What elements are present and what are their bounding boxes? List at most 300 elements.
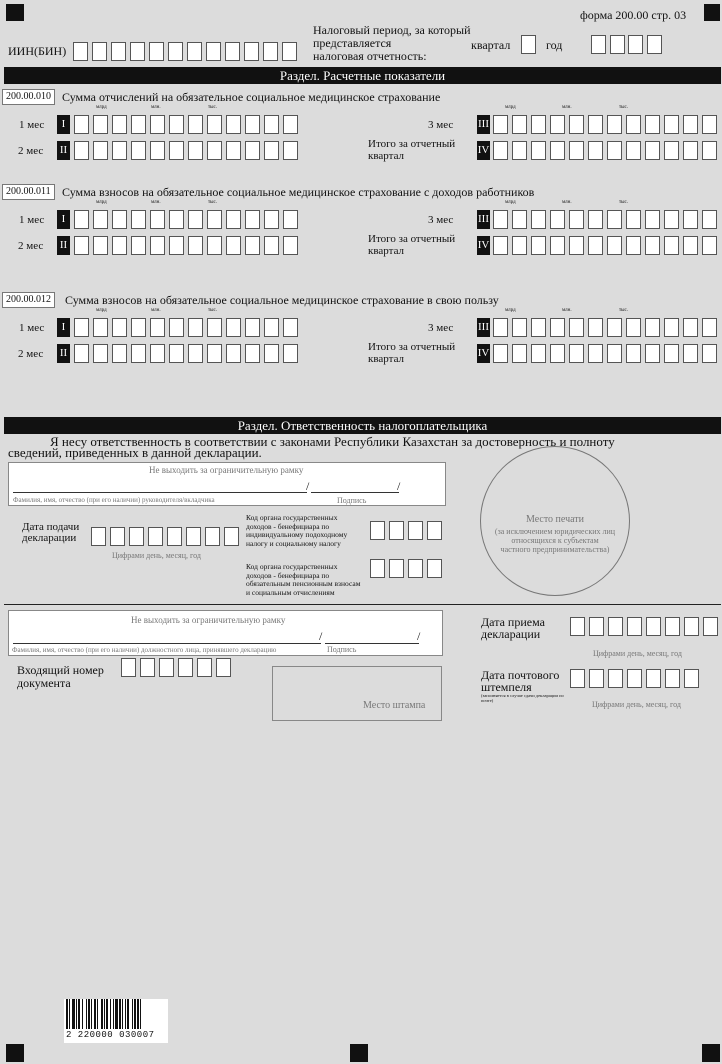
incoming-label: Входящий номер	[17, 663, 104, 677]
no-exceed-label-2: Не выходить за ограничительную рамку	[131, 615, 286, 625]
month-3-cell[interactable]	[645, 318, 660, 337]
fio-head-label: Фамилия, имя, отчество (при его наличии) руководителя/вкладчика	[13, 496, 215, 504]
postmark-date-cell[interactable]	[627, 669, 642, 688]
month-2-cell[interactable]	[150, 236, 165, 255]
roman-i: I	[57, 115, 70, 134]
month-3-cell[interactable]	[702, 318, 717, 337]
line-code: 200.00.011	[2, 184, 55, 200]
signature-label: Подпись	[337, 496, 367, 505]
stamp-place	[272, 666, 442, 721]
month-3-cell[interactable]	[588, 115, 603, 134]
org-code-1-cell[interactable]	[427, 521, 442, 540]
month-2-cell[interactable]	[245, 236, 260, 255]
total-cell[interactable]	[588, 141, 603, 160]
submit-date-cell[interactable]	[167, 527, 182, 546]
month-1-cell[interactable]	[150, 210, 165, 229]
org-code-2-cell[interactable]	[427, 559, 442, 578]
month-1-cell[interactable]	[188, 318, 203, 337]
month-2-cell[interactable]	[112, 344, 127, 363]
month-2-cell[interactable]	[188, 344, 203, 363]
tax-period-label: Налоговый период, за который	[313, 23, 471, 37]
total-cell[interactable]	[664, 236, 679, 255]
barcode-bars	[64, 999, 168, 1031]
iin-cell[interactable]	[282, 42, 297, 61]
digits-hint: Цифрами день, месяц, год	[112, 551, 201, 560]
month-1-label: 1 мес	[19, 322, 45, 334]
total-cell[interactable]	[626, 344, 641, 363]
accept-date-cell[interactable]	[684, 617, 699, 636]
year-cell[interactable]	[610, 35, 625, 54]
roman-iii: III	[477, 115, 490, 134]
unit-label-mln: млн.	[151, 308, 161, 313]
total-label-2: квартал	[368, 353, 405, 365]
barcode-bar	[88, 999, 90, 1029]
year-cell[interactable]	[628, 35, 643, 54]
month-2-cell[interactable]	[131, 141, 146, 160]
month-3-cell[interactable]	[664, 210, 679, 229]
roman-iv: IV	[477, 141, 490, 160]
total-cell[interactable]	[626, 236, 641, 255]
total-cell[interactable]	[702, 236, 717, 255]
month-2-cell[interactable]	[112, 236, 127, 255]
seal-note-3: частного предпринимательства)	[500, 545, 610, 554]
month-3-cell[interactable]	[702, 210, 717, 229]
month-1-cell[interactable]	[93, 318, 108, 337]
month-2-cell[interactable]	[188, 236, 203, 255]
month-1-cell[interactable]	[226, 210, 241, 229]
month-2-cell[interactable]	[207, 236, 222, 255]
accept-date-cell[interactable]	[646, 617, 661, 636]
total-cell[interactable]	[607, 141, 622, 160]
accept-date-cell[interactable]	[665, 617, 680, 636]
barcode-bar	[104, 999, 105, 1029]
roman-i: I	[57, 318, 70, 337]
postmark-date-cell[interactable]	[589, 669, 604, 688]
month-1-cell[interactable]	[207, 115, 222, 134]
month-2-cell[interactable]	[93, 141, 108, 160]
month-1-cell[interactable]	[131, 318, 146, 337]
barcode-bar	[137, 999, 139, 1029]
line-code: 200.00.012	[2, 292, 55, 308]
total-cell[interactable]	[664, 141, 679, 160]
total-cell[interactable]	[645, 141, 660, 160]
total-cell[interactable]	[683, 236, 698, 255]
month-2-cell[interactable]	[283, 141, 298, 160]
month-1-label: 1 мес	[19, 214, 45, 226]
total-cell[interactable]	[550, 141, 565, 160]
month-2-cell[interactable]	[169, 141, 184, 160]
month-3-cell[interactable]	[550, 210, 565, 229]
month-2-cell[interactable]	[188, 141, 203, 160]
month-1-label: 1 мес	[19, 119, 45, 131]
month-1-cell[interactable]	[169, 115, 184, 134]
month-3-cell[interactable]	[683, 210, 698, 229]
month-2-cell[interactable]	[207, 141, 222, 160]
org-code-1-cell[interactable]	[370, 521, 385, 540]
seal-note-1: (за исключением юридических лиц	[494, 527, 616, 536]
roman-iii: III	[477, 318, 490, 337]
iin-label: ИИН(БИН)	[8, 44, 67, 58]
barcode-bar	[91, 999, 92, 1029]
month-2-cell[interactable]	[283, 236, 298, 255]
official-signature-line	[325, 643, 419, 644]
total-cell[interactable]	[550, 236, 565, 255]
iin-cell[interactable]	[244, 42, 259, 61]
month-1-cell[interactable]	[264, 115, 279, 134]
postmark-date-cell[interactable]	[570, 669, 585, 688]
month-3-cell[interactable]	[569, 318, 584, 337]
roman-ii: II	[57, 236, 70, 255]
month-3-cell[interactable]	[664, 318, 679, 337]
month-3-cell[interactable]	[531, 318, 546, 337]
month-3-cell[interactable]	[645, 115, 660, 134]
unit-label-mlrd: млрд	[505, 308, 516, 313]
barcode-bar	[140, 999, 141, 1029]
line-code: 200.00.010	[2, 89, 55, 105]
month-2-cell[interactable]	[74, 141, 89, 160]
month-2-cell[interactable]	[226, 236, 241, 255]
head-signature-frame[interactable]	[8, 462, 446, 506]
month-3-cell[interactable]	[493, 318, 508, 337]
month-3-cell[interactable]	[512, 115, 527, 134]
month-1-cell[interactable]	[264, 210, 279, 229]
section-calc-title: Раздел. Расчетные показатели	[4, 67, 721, 84]
year-cell[interactable]	[591, 35, 606, 54]
resp-statement-2: сведений, приведенных в данной декларации.	[8, 445, 262, 460]
month-3-cell[interactable]	[493, 115, 508, 134]
submit-date-cell[interactable]	[224, 527, 239, 546]
postmark-date-cell[interactable]	[646, 669, 661, 688]
unit-label-mlrd: млрд	[96, 200, 107, 205]
month-1-cell[interactable]	[74, 115, 89, 134]
month-1-cell[interactable]	[264, 318, 279, 337]
month-2-cell[interactable]	[93, 236, 108, 255]
incoming-number-cell[interactable]	[178, 658, 193, 677]
iin-cell[interactable]	[111, 42, 126, 61]
corner-marker-top-right	[704, 4, 720, 21]
month-3-cell[interactable]	[550, 115, 565, 134]
month-3-label: 3 мес	[428, 119, 454, 131]
accept-date-cell[interactable]	[627, 617, 642, 636]
accept-date-cell[interactable]	[570, 617, 585, 636]
org-code-2-cell[interactable]	[370, 559, 385, 578]
month-2-cell[interactable]	[264, 236, 279, 255]
total-cell[interactable]	[588, 344, 603, 363]
corner-marker-bottom-middle	[350, 1044, 368, 1062]
month-3-cell[interactable]	[569, 210, 584, 229]
month-2-label: 2 мес	[18, 348, 44, 360]
total-cell[interactable]	[512, 344, 527, 363]
line-title: Сумма отчислений на обязательное социальное медицинское страхование	[62, 90, 441, 104]
unit-label-mln: млн.	[562, 200, 572, 205]
fio-official-label: Фамилия, имя, отчество (при его наличии) должностного лица, принявшего декларацию	[12, 646, 277, 654]
month-1-cell[interactable]	[245, 115, 260, 134]
unit-label-mln: млн.	[151, 200, 161, 205]
total-cell[interactable]	[702, 344, 717, 363]
org-code-2-cell[interactable]	[389, 559, 404, 578]
total-cell[interactable]	[512, 141, 527, 160]
accept-date-label: Дата приема	[481, 615, 545, 629]
line-title: Сумма взносов на обязательное социальное медицинское страхование с доходов работников	[62, 185, 535, 199]
month-2-cell[interactable]	[245, 344, 260, 363]
total-cell[interactable]	[550, 344, 565, 363]
total-cell[interactable]	[683, 344, 698, 363]
iin-cell[interactable]	[225, 42, 240, 61]
month-3-cell[interactable]	[588, 210, 603, 229]
month-3-label: 3 мес	[428, 322, 454, 334]
month-2-cell[interactable]	[207, 344, 222, 363]
month-1-cell[interactable]	[112, 210, 127, 229]
org-code-2-cell[interactable]	[408, 559, 423, 578]
total-cell[interactable]	[645, 236, 660, 255]
barcode-bar	[101, 999, 103, 1029]
month-3-cell[interactable]	[683, 115, 698, 134]
month-2-cell[interactable]	[74, 236, 89, 255]
month-1-cell[interactable]	[283, 318, 298, 337]
total-cell[interactable]	[493, 141, 508, 160]
roman-ii: II	[57, 344, 70, 363]
total-label: Итого за отчетный	[368, 341, 456, 353]
incoming-number-cell[interactable]	[121, 658, 136, 677]
org-code-1-cell[interactable]	[408, 521, 423, 540]
barcode-bar	[97, 999, 98, 1029]
unit-label-tys: тыс.	[619, 200, 629, 205]
month-1-cell[interactable]	[74, 318, 89, 337]
month-1-cell[interactable]	[112, 318, 127, 337]
month-2-cell[interactable]	[245, 141, 260, 160]
barcode-bar	[94, 999, 96, 1029]
corner-marker-bottom-right	[702, 1044, 720, 1062]
submit-date-label: Дата подачи	[22, 521, 80, 533]
month-1-cell[interactable]	[169, 210, 184, 229]
month-3-cell[interactable]	[550, 318, 565, 337]
total-cell[interactable]	[607, 236, 622, 255]
month-2-label: 2 мес	[18, 145, 44, 157]
month-1-cell[interactable]	[74, 210, 89, 229]
total-cell[interactable]	[569, 344, 584, 363]
accept-date-cell[interactable]	[608, 617, 623, 636]
barcode-bar	[76, 999, 77, 1029]
month-2-cell[interactable]	[93, 344, 108, 363]
month-2-cell[interactable]	[112, 141, 127, 160]
barcode-bar	[78, 999, 80, 1029]
barcode	[64, 999, 168, 1043]
month-2-cell[interactable]	[226, 141, 241, 160]
total-cell[interactable]	[626, 141, 641, 160]
total-cell[interactable]	[683, 141, 698, 160]
barcode-bar	[122, 999, 123, 1029]
incoming-number-cell[interactable]	[216, 658, 231, 677]
month-1-cell[interactable]	[150, 115, 165, 134]
month-3-cell[interactable]	[645, 210, 660, 229]
barcode-bar	[134, 999, 136, 1029]
month-1-cell[interactable]	[245, 318, 260, 337]
month-3-cell[interactable]	[664, 115, 679, 134]
barcode-bar	[132, 999, 133, 1029]
quarter-field[interactable]	[521, 35, 536, 54]
total-cell[interactable]	[493, 344, 508, 363]
resp-statement: Я несу ответственность в соответствии с законами Республики Казахстан за достоверность и полноту	[50, 434, 615, 449]
tax-period-label-2: представляется	[313, 36, 392, 50]
submit-date-cell[interactable]	[129, 527, 144, 546]
month-2-cell[interactable]	[169, 236, 184, 255]
official-signature-frame[interactable]	[8, 610, 443, 656]
month-3-cell[interactable]	[626, 115, 641, 134]
seal-note-2: относящихся к субъектам	[511, 536, 599, 545]
unit-label-mlrd: млрд	[505, 200, 516, 205]
postmark-date-cell[interactable]	[665, 669, 680, 688]
month-1-cell[interactable]	[188, 115, 203, 134]
month-3-cell[interactable]	[588, 318, 603, 337]
month-1-cell[interactable]	[226, 115, 241, 134]
month-1-cell[interactable]	[283, 210, 298, 229]
accept-digits-hint: Цифрами день, месяц, год	[593, 649, 682, 658]
postmark-date-cell[interactable]	[608, 669, 623, 688]
iin-cell[interactable]	[130, 42, 145, 61]
total-cell[interactable]	[607, 344, 622, 363]
month-1-cell[interactable]	[207, 318, 222, 337]
iin-cell[interactable]	[187, 42, 202, 61]
month-3-cell[interactable]	[531, 115, 546, 134]
iin-cell[interactable]	[149, 42, 164, 61]
roman-iv: IV	[477, 344, 490, 363]
submit-date-cell[interactable]	[110, 527, 125, 546]
roman-iv: IV	[477, 236, 490, 255]
corner-marker-bottom-left	[6, 1044, 24, 1062]
month-3-cell[interactable]	[493, 210, 508, 229]
incoming-number-cell[interactable]	[197, 658, 212, 677]
month-1-cell[interactable]	[131, 210, 146, 229]
postmark-label: Дата почтового	[481, 668, 560, 682]
month-1-cell[interactable]	[226, 318, 241, 337]
month-3-cell[interactable]	[626, 210, 641, 229]
total-cell[interactable]	[493, 236, 508, 255]
month-3-cell[interactable]	[531, 210, 546, 229]
total-cell[interactable]	[531, 344, 546, 363]
unit-label-mlrd: млрд	[505, 105, 516, 110]
total-cell[interactable]	[664, 344, 679, 363]
postmark-date-cell[interactable]	[684, 669, 699, 688]
month-2-cell[interactable]	[264, 344, 279, 363]
barcode-bar	[82, 999, 83, 1029]
month-2-cell[interactable]	[131, 344, 146, 363]
month-3-cell[interactable]	[512, 210, 527, 229]
postmark-note: (заполняется в случае сдачи декларации по почте)	[481, 693, 564, 703]
iin-cell[interactable]	[92, 42, 107, 61]
iin-cell[interactable]	[168, 42, 183, 61]
barcode-bar	[113, 999, 114, 1029]
accept-date-cell[interactable]	[703, 617, 718, 636]
roman-iii: III	[477, 210, 490, 229]
iin-cell[interactable]	[206, 42, 221, 61]
barcode-bar	[72, 999, 75, 1029]
accept-date-cell[interactable]	[589, 617, 604, 636]
month-1-cell[interactable]	[93, 115, 108, 134]
month-2-cell[interactable]	[150, 344, 165, 363]
month-2-cell[interactable]	[283, 344, 298, 363]
roman-ii: II	[57, 141, 70, 160]
total-label-2: квартал	[368, 150, 405, 162]
total-label: Итого за отчетный	[368, 138, 456, 150]
month-1-cell[interactable]	[131, 115, 146, 134]
unit-label-tys: тыс.	[208, 105, 218, 110]
divider	[4, 604, 721, 605]
month-3-cell[interactable]	[683, 318, 698, 337]
month-3-cell[interactable]	[607, 210, 622, 229]
accept-date-label-2: декларации	[481, 627, 541, 641]
org-code-1-cell[interactable]	[389, 521, 404, 540]
org-code-2-label: Код органа государственных доходов - бенефициара по обязательным пенсионным взносам и социальным отчислениям	[246, 563, 361, 597]
month-2-cell[interactable]	[226, 344, 241, 363]
total-cell[interactable]	[645, 344, 660, 363]
month-1-cell[interactable]	[188, 210, 203, 229]
barcode-number: 2 220000 030007	[66, 1030, 155, 1040]
unit-label-tys: тыс.	[208, 308, 218, 313]
month-3-cell[interactable]	[607, 115, 622, 134]
month-1-cell[interactable]	[283, 115, 298, 134]
stamp-place-label: Место штампа	[363, 700, 426, 711]
barcode-bar	[125, 999, 126, 1029]
postmark-digits-hint: Цифрами день, месяц, год	[592, 700, 681, 709]
slash-3: /	[319, 629, 323, 643]
month-2-cell[interactable]	[264, 141, 279, 160]
month-2-cell[interactable]	[74, 344, 89, 363]
org-code-1-label: Код органа государственных доходов - бенефициара по индивидуальному подоходному налогу и социальному налогу	[246, 513, 348, 548]
total-cell[interactable]	[588, 236, 603, 255]
month-1-cell[interactable]	[93, 210, 108, 229]
month-1-cell[interactable]	[112, 115, 127, 134]
total-cell[interactable]	[531, 236, 546, 255]
month-3-cell[interactable]	[626, 318, 641, 337]
unit-label-mlrd: млрд	[96, 308, 107, 313]
incoming-number-cell[interactable]	[140, 658, 155, 677]
month-1-cell[interactable]	[245, 210, 260, 229]
slash: /	[306, 479, 310, 493]
total-cell[interactable]	[531, 141, 546, 160]
barcode-bar	[119, 999, 121, 1029]
barcode-bar	[86, 999, 87, 1029]
month-2-cell[interactable]	[150, 141, 165, 160]
month-1-cell[interactable]	[207, 210, 222, 229]
submit-date-cell[interactable]	[148, 527, 163, 546]
month-1-cell[interactable]	[169, 318, 184, 337]
submit-date-cell[interactable]	[186, 527, 201, 546]
submit-date-cell[interactable]	[205, 527, 220, 546]
total-cell[interactable]	[569, 236, 584, 255]
month-2-cell[interactable]	[169, 344, 184, 363]
total-cell[interactable]	[569, 141, 584, 160]
month-3-cell[interactable]	[702, 115, 717, 134]
month-3-cell[interactable]	[512, 318, 527, 337]
postmark-label-2: штемпеля	[481, 680, 532, 694]
month-3-cell[interactable]	[607, 318, 622, 337]
month-1-cell[interactable]	[150, 318, 165, 337]
month-3-cell[interactable]	[569, 115, 584, 134]
iin-cell[interactable]	[263, 42, 278, 61]
submit-date-cell[interactable]	[91, 527, 106, 546]
month-2-cell[interactable]	[131, 236, 146, 255]
incoming-number-cell[interactable]	[159, 658, 174, 677]
iin-cell[interactable]	[73, 42, 88, 61]
month-2-label: 2 мес	[18, 240, 44, 252]
barcode-bar	[66, 999, 68, 1029]
total-cell[interactable]	[512, 236, 527, 255]
year-cell[interactable]	[647, 35, 662, 54]
barcode-bar	[127, 999, 129, 1029]
corner-marker-top-left	[6, 4, 24, 21]
total-cell[interactable]	[702, 141, 717, 160]
unit-label-mlrd: млрд	[96, 105, 107, 110]
